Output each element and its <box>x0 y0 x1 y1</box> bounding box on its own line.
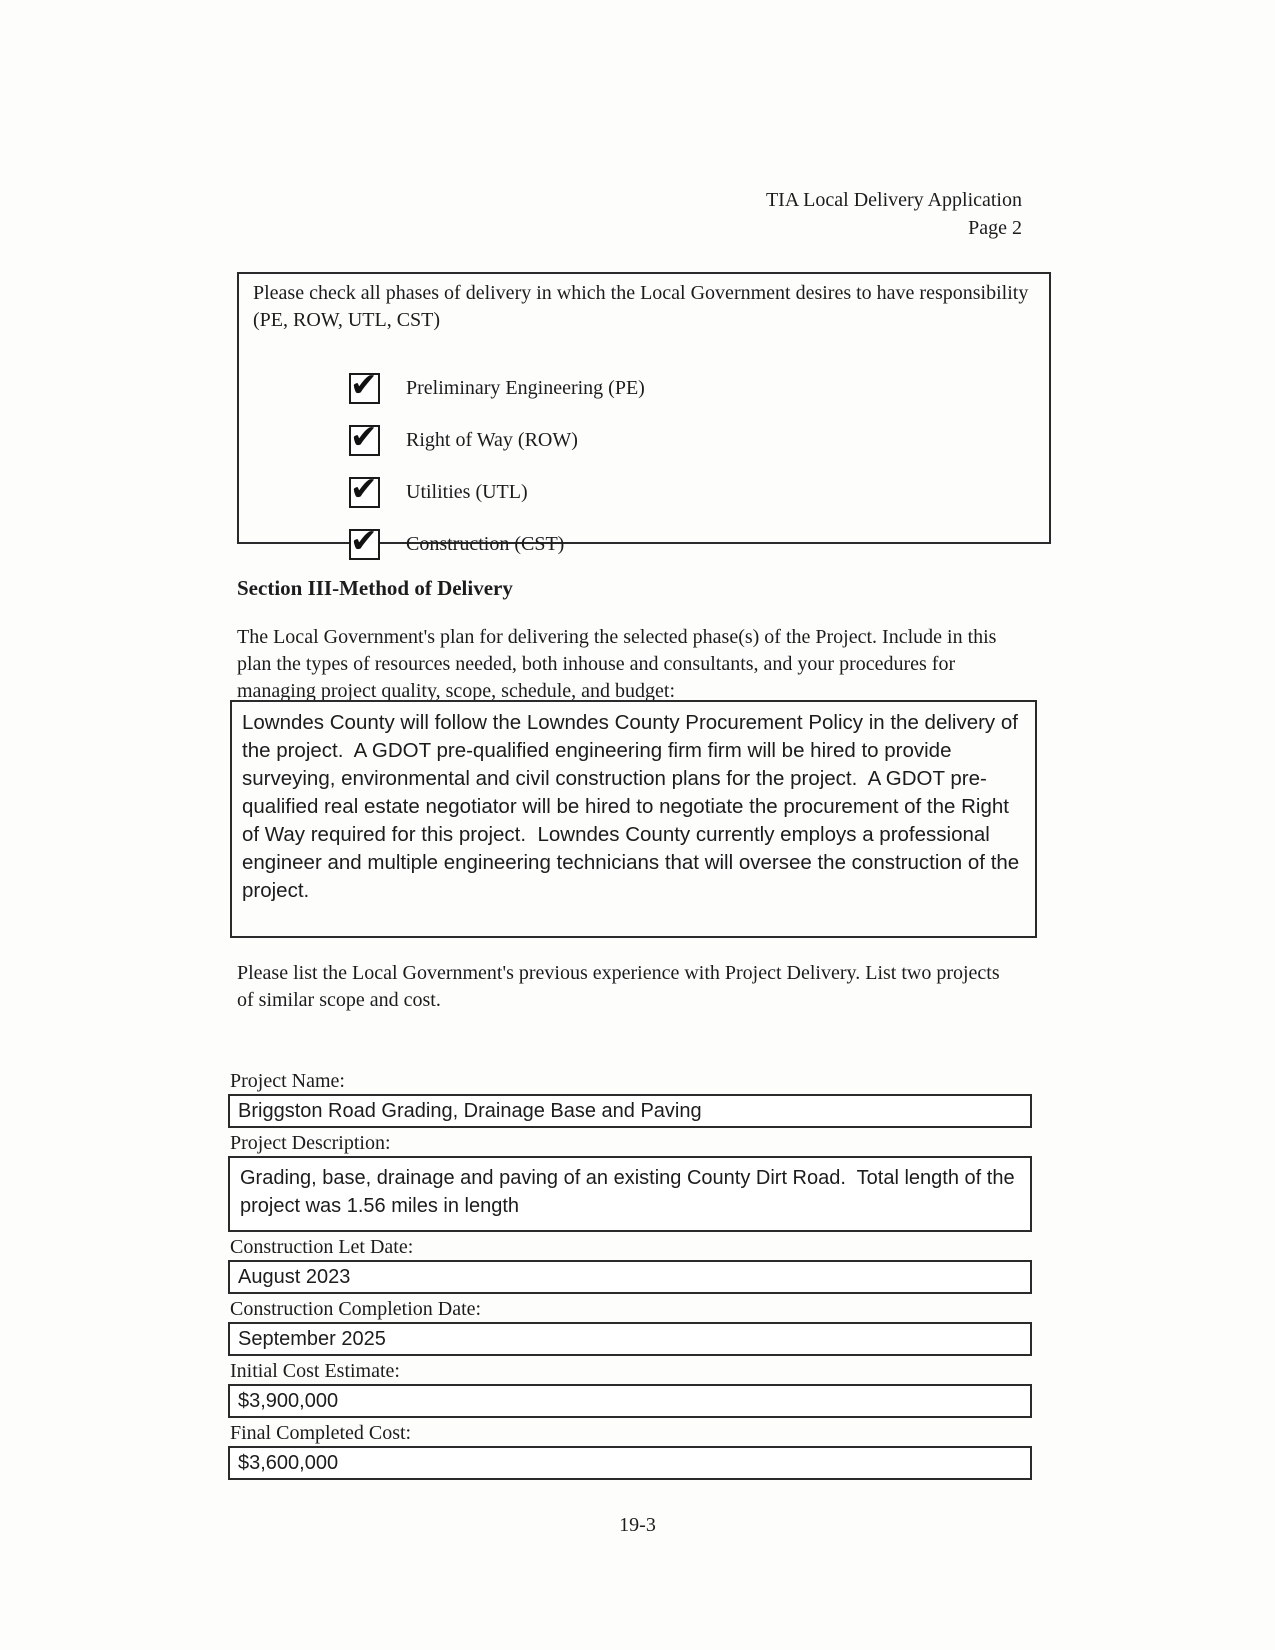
checkmark-icon: ✔ <box>350 520 378 560</box>
checkbox-pe[interactable] <box>349 364 380 404</box>
field-label-construction-completion-date: Construction Completion Date: <box>228 1294 1032 1324</box>
checkbox-row[interactable] <box>349 416 380 456</box>
field-label-initial-cost-estimate: Initial Cost Estimate: <box>228 1356 1032 1386</box>
phases-prompt: Please check all phases of delivery in which the Local Government desires to have responsibility (PE, ROW, UTL, CST) <box>253 282 1029 331</box>
phase-row-pe <box>349 364 1035 404</box>
field-value-construction-completion-date[interactable]: September 2025 <box>228 1324 1032 1356</box>
phase-row-cst <box>349 520 1035 560</box>
phase-row-row <box>349 416 1035 456</box>
section-heading: Section III-Method of Delivery <box>237 576 513 600</box>
field-value-final-completed-cost[interactable]: $3,600,000 <box>228 1448 1032 1480</box>
field-construction-let-date <box>228 1232 1032 1294</box>
checkmark-icon: ✔ <box>350 364 378 404</box>
phases-checklist-box <box>237 272 1051 560</box>
document-header <box>766 186 1022 242</box>
delivery-plan-prompt: The Local Government's plan for delivering the selected phase(s) of the Project. Include in this plan the types of resources needed, both inhouse and consultants, and your procedures for managing project quality, scope, schedule, and budget: <box>237 626 997 702</box>
checkbox-cst[interactable] <box>349 520 380 560</box>
field-label-project-name: Project Name: <box>228 1066 1032 1096</box>
document-title: TIA Local Delivery Application <box>765 189 1022 211</box>
experience-prompt: Please list the Local Government's previous experience with Project Delivery. List two projects of similar scope and cost. <box>237 962 1000 1011</box>
field-final-completed-cost <box>228 1418 1032 1480</box>
checkbox-utl[interactable] <box>349 468 380 508</box>
project-experience-form <box>228 1066 1032 1480</box>
field-value-project-description[interactable]: Grading, base, drainage and paving of an existing County Dirt Road. Total length of the project was 1.56 miles in length <box>228 1158 1032 1232</box>
field-value-construction-let-date[interactable]: August 2023 <box>228 1262 1032 1294</box>
field-project-description <box>228 1128 1032 1232</box>
phase-label-utl: Utilities (UTL) <box>406 480 528 503</box>
delivery-plan-textbox[interactable]: Lowndes County will follow the Lowndes County Procurement Policy in the delivery of the project. A GDOT pre-qualified engineering firm firm will be hired to provide surveying, environmental and civil construction plans for the project. A GDOT pre-qualified real estate negotiator will be hired to negotiate the procurement of the Right of Way required for this project. Lowndes County currently employs a professional engineer and multiple engineering technicians that will oversee the construction of the project. <box>230 700 1037 938</box>
field-construction-completion-date <box>228 1294 1032 1356</box>
field-value-project-name[interactable]: Briggston Road Grading, Drainage Base and Paving <box>228 1096 1032 1128</box>
phase-label-cst: Construction (CST) <box>406 532 565 555</box>
phase-label-pe: Preliminary Engineering (PE) <box>406 376 645 399</box>
field-label-construction-let-date: Construction Let Date: <box>228 1232 1032 1262</box>
field-project-name <box>228 1066 1032 1128</box>
field-label-final-completed-cost: Final Completed Cost: <box>228 1418 1032 1448</box>
field-value-initial-cost-estimate[interactable]: $3,900,000 <box>228 1386 1032 1418</box>
footer-page-number: 19-3 <box>619 1514 656 1536</box>
phase-label-row: Right of Way (ROW) <box>406 428 578 451</box>
checkmark-icon: ✔ <box>350 416 378 456</box>
checkmark-icon: ✔ <box>350 468 378 508</box>
field-initial-cost-estimate <box>228 1356 1032 1418</box>
phase-row-utl <box>349 468 1035 508</box>
page-label: Page 2 <box>968 217 1022 239</box>
field-label-project-description: Project Description: <box>228 1128 1032 1158</box>
